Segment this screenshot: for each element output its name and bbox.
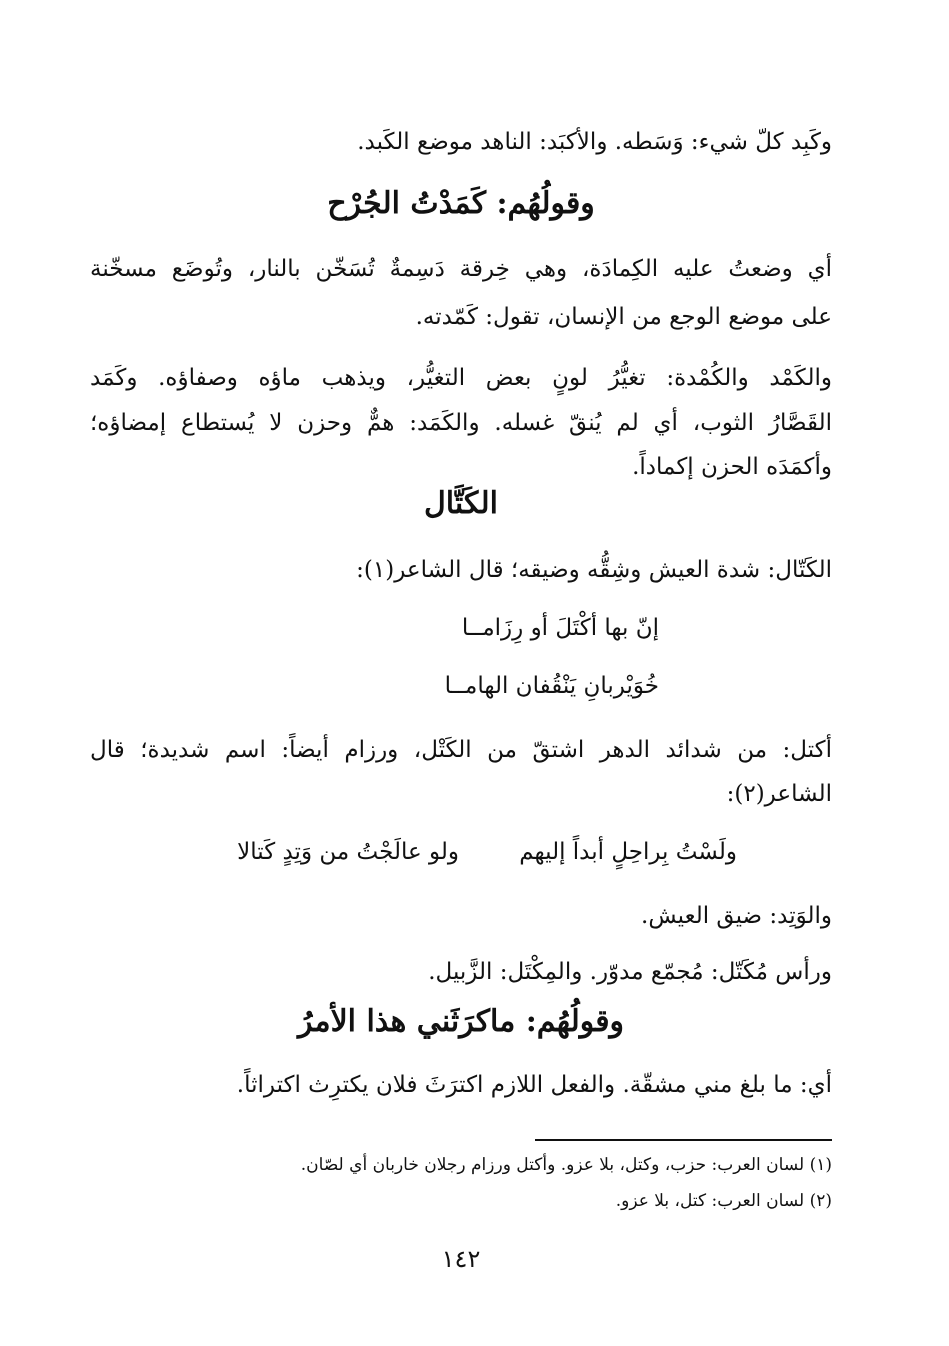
section-heading: الكَتَّال: [423, 486, 499, 521]
section-heading: وقولُهُم: ماكرَثَني هذا الأمرُ: [297, 1004, 625, 1039]
verse-hemistich-right: ولَسْتُ بِراحِلٍ أبداً إليهم: [519, 839, 737, 865]
text-line: وكَبِد كلّ شيء: وَسَطه. والأكبَد: الناهد موضع الكَبد.: [357, 129, 832, 155]
footnote-divider: [535, 1139, 832, 1141]
verse-line: خُوَيْربانِ يَنْقُفان الهامــا: [444, 673, 659, 699]
section-heading: وقولُهُم: كَمَدْتُ الجُرْح: [327, 186, 595, 221]
text-line: أكتل: من شدائد الدهر اشتقّ من الكَتْل، ورزام أيضاً: اسم شديدة؛ قال: [90, 737, 832, 763]
text-line: الكَتّال: شدة العيش وشِقُّه وضيقه؛ قال الشاعر(١):: [356, 557, 832, 583]
text-line: على موضع الوجع من الإنسان، تقول: كَمّدته.: [415, 304, 832, 330]
footnote: (١) لسان العرب: حزب، وكتل، بلا عزو. وأكتل ورزام رجلان خاربان أي لصّان.: [300, 1155, 832, 1175]
text-line: ورأس مُكَتّل: مُجمّع مدوّر. والمِكْتَل: الزَّبيل.: [428, 959, 832, 985]
text-line: القَصَّارُ الثوب، أي لم يُنقّ غسله. والكَمَد: همٌّ وحزن لا يُستطاع إمضاؤه؛: [90, 410, 832, 436]
footnote: (٢) لسان العرب: كتل، بلا عزو.: [615, 1191, 832, 1211]
text-line: وأكمَدَه الحزن إكماداً.: [632, 454, 832, 480]
text-line: أي وضعتُ عليه الكِمادَة، وهي خِرقة دَسِمةٌ تُسَخّن بالنار، وتُوضَع مسخّنة: [90, 256, 832, 282]
verse-hemistich-left: ولو عالَجْتُ من وَتِدٍ كَتالا: [237, 839, 459, 865]
text-line: والكَمْد والكُمْدة: تغيُّرُ لونٍ بعض التغيُّر، ويذهب ماؤه وصفاؤه. وكَمَد: [90, 365, 832, 391]
text-line: والوَتِد: ضيق العيش.: [641, 903, 832, 929]
text-line: أي: ما بلغ مني مشقّة. والفعل اللازم اكترَثَ فلان يكترِث اكتراثاً.: [236, 1072, 832, 1098]
text-line: الشاعر(٢):: [726, 781, 832, 807]
verse-line: إنّ بها أكْتَلَ أو رِزَامــا: [461, 615, 659, 641]
page-number: ١٤٢: [441, 1245, 481, 1273]
